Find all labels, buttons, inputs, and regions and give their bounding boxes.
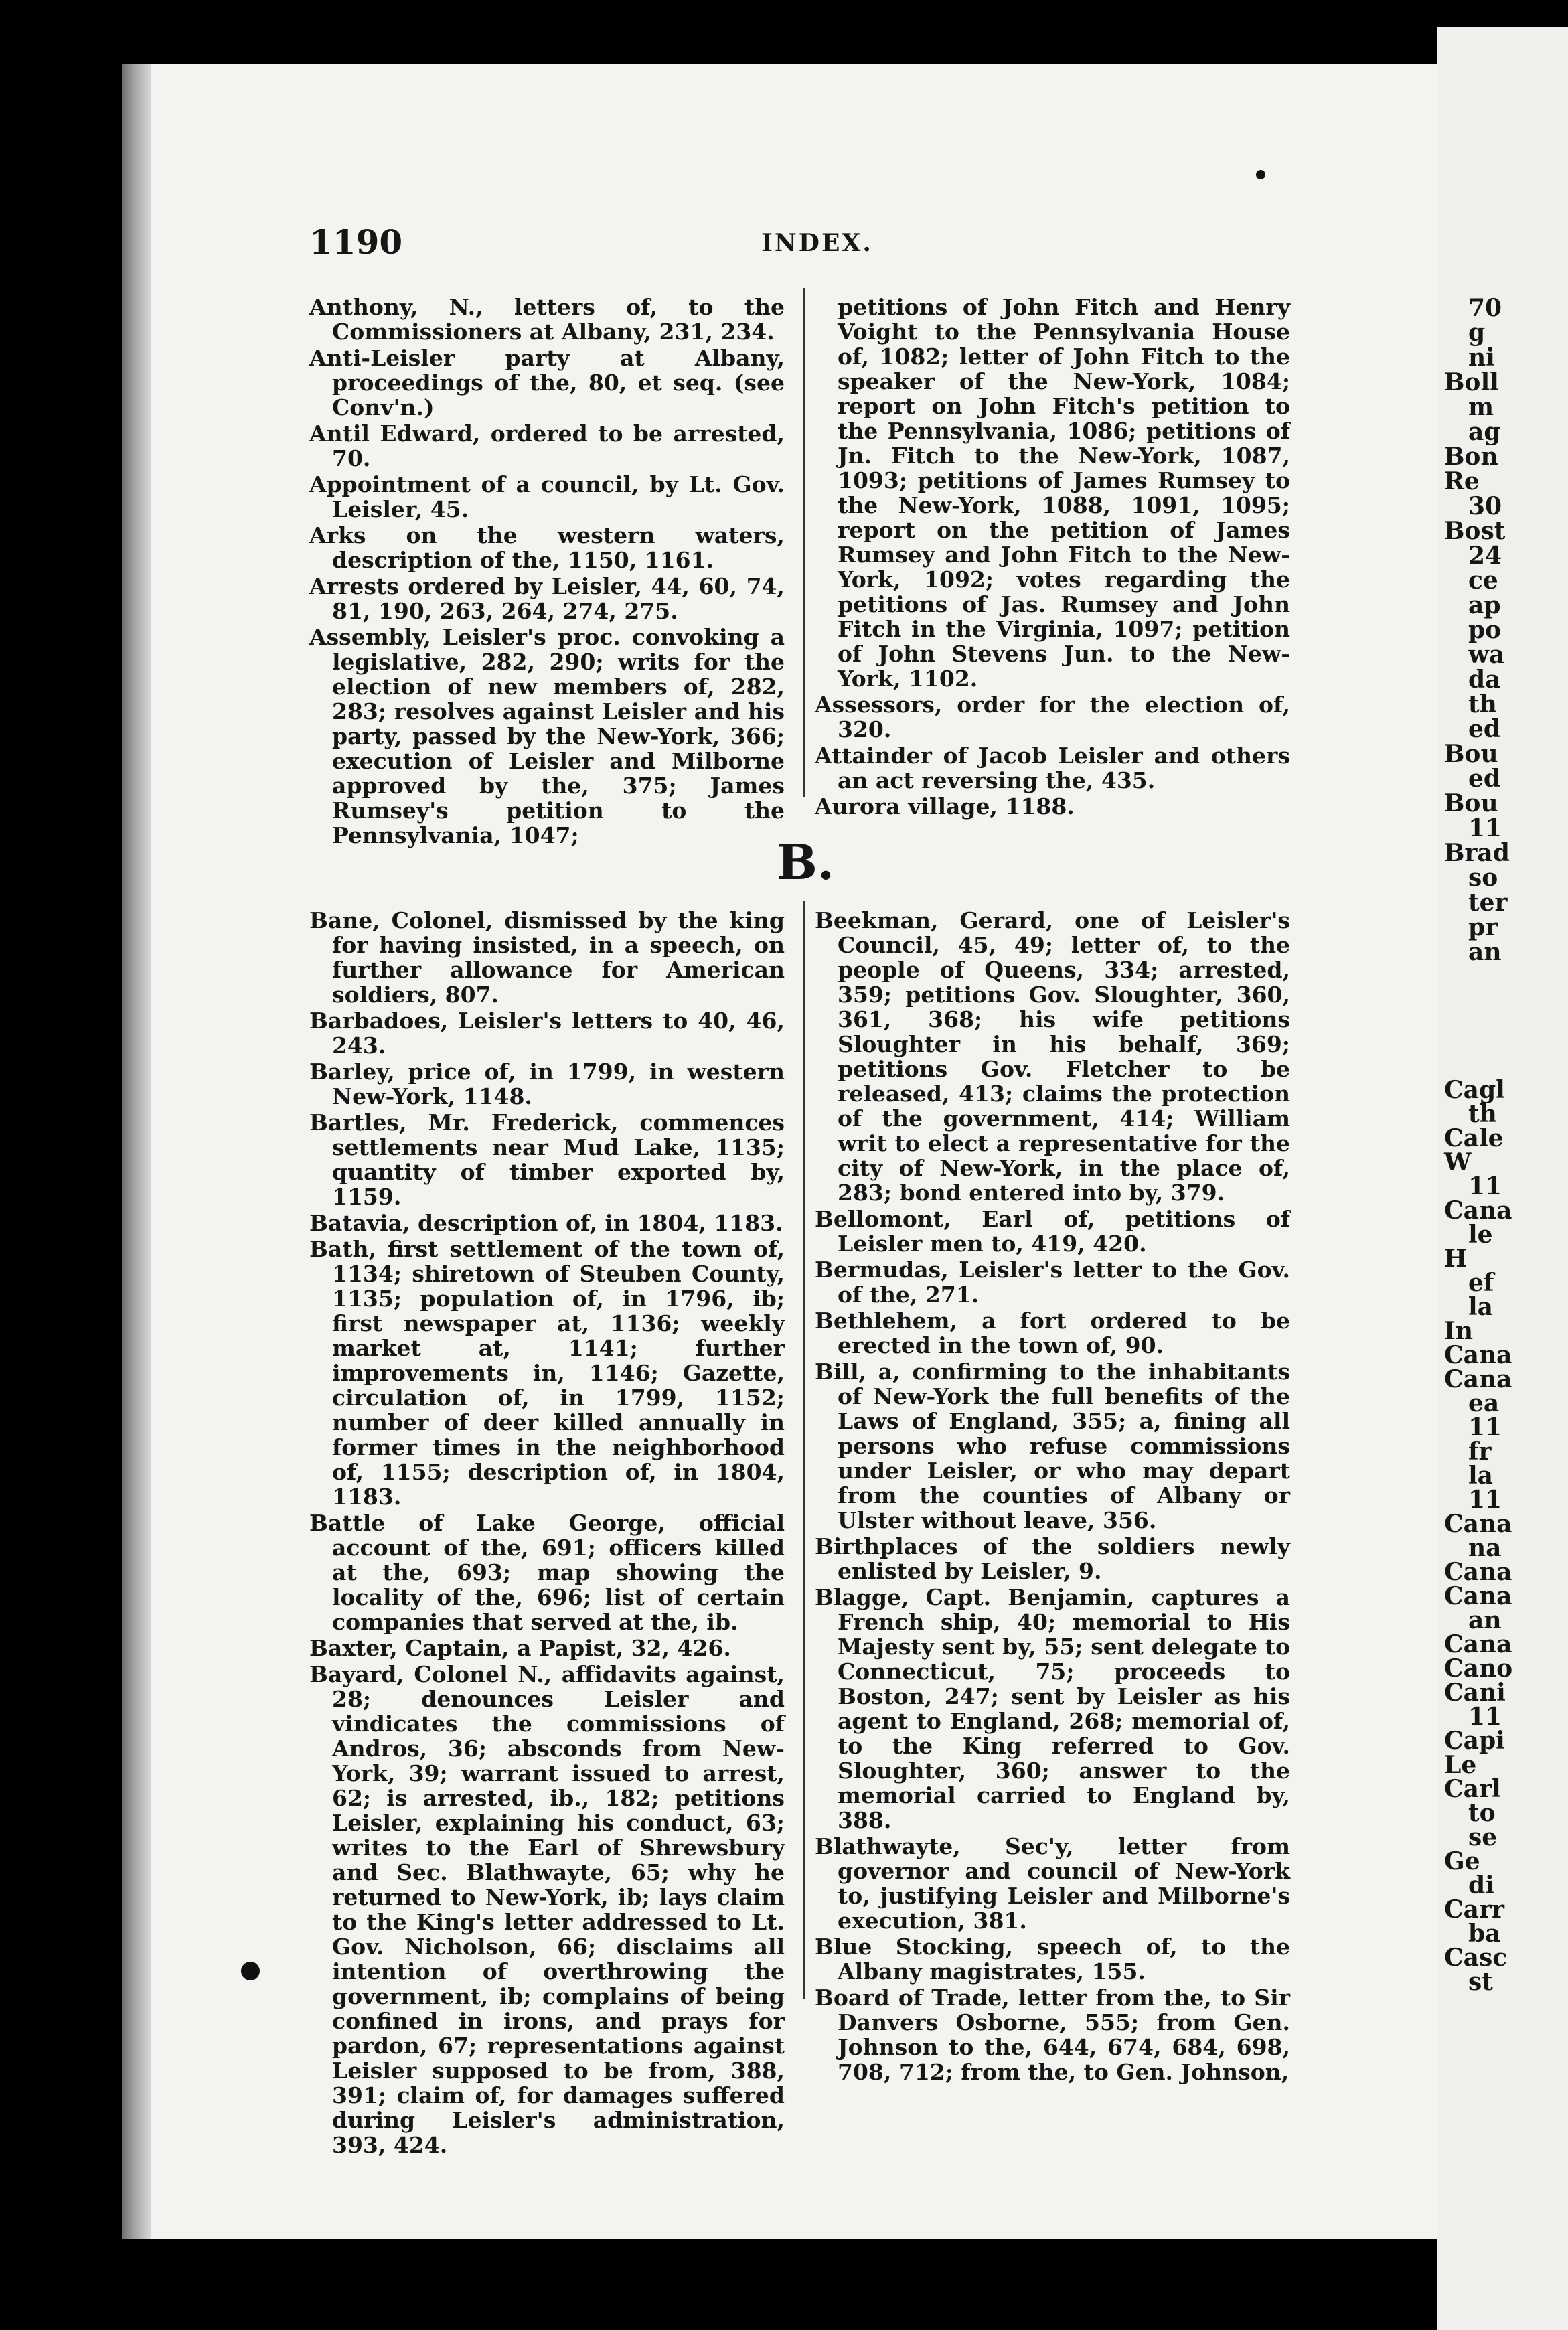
adjacent-page-fragment: In — [1444, 1317, 1474, 1345]
adjacent-page-fragment: 11 — [1468, 1703, 1502, 1731]
adjacent-page-fragment: Cagl — [1444, 1076, 1505, 1104]
adjacent-page-fragment: se — [1468, 1823, 1498, 1851]
index-entry: Anthony, N., letters of, to the Commissioners at Albany, 231, 234. — [309, 294, 785, 345]
adjacent-page-fragment: ed — [1468, 765, 1501, 793]
index-column-left-a — [309, 295, 785, 849]
adjacent-page-fragment: Boll — [1444, 368, 1499, 396]
adjacent-page-fragment: Le — [1444, 1751, 1477, 1779]
index-entry: Beekman, Gerard, one of Leisler's Council, 45, 49; letter of, to the people of Queens, 334; arrested, 359; petitions Gov. Sloughter, 360, 361, 368; his wife petitions Sloughter in his behalf, 369; petitions Gov. Fletcher to be released, 413; claims the protection of the government, 414; William writ to elect a representative for the city of New-York, in the place of, 283; bond entered into by, 379. — [815, 907, 1290, 1206]
adjacent-page-fragment: an — [1468, 1606, 1502, 1634]
adjacent-page-fragment: an — [1468, 938, 1502, 966]
adjacent-page-fragment: H — [1444, 1245, 1468, 1273]
adjacent-page-fragment: ed — [1468, 715, 1501, 743]
adjacent-page-fragment: ap — [1468, 591, 1501, 619]
index-entry: Baxter, Captain, a Papist, 32, 426. — [309, 1635, 731, 1661]
adjacent-page-fragment: th — [1468, 690, 1497, 718]
page-gutter-shadow — [122, 64, 151, 2239]
index-entry: Barley, price of, in 1799, in western New-York, 1148. — [309, 1059, 785, 1109]
index-entry: Blagge, Capt. Benjamin, captures a French ship, 40; memorial to His Majesty sent by, 55; sent delegate to Connecticut, 75; proceeds to Boston, 247; sent by Leisler as his agent to England, 268; memorial of, to the King referred to Gov. Sloughter, 360; answer to the memorial carried to England by, 388. — [815, 1584, 1290, 1833]
adjacent-page-fragment: ag — [1468, 418, 1501, 446]
index-column-right-a — [815, 295, 1290, 820]
running-head: INDEX. — [761, 229, 873, 257]
adjacent-page-fragment: ea — [1468, 1389, 1500, 1417]
index-entry-continuation: petitions of John Fitch and Henry Voight to the Pennsylvania House of, 1082; letter of John Fitch to the speaker of the New-York, 1084; report on John Fitch's petition to the Pennsylvania, 1086; petitions of Jn. Fitch to the New-York, 1087, 1093; petitions of James Rumsey to the New-York, 1088, 1091, 1095; report on the petition of James Rumsey and John Fitch to the New-York, 1092; votes regarding the petitions of Jas. Rumsey and John Fitch in the Virginia, 1097; petition of John Stevens Jun. to the New-York, 1102. — [838, 294, 1290, 692]
adjacent-page-fragment: ter — [1468, 888, 1508, 917]
adjacent-page-fragment: Capi — [1444, 1727, 1505, 1755]
adjacent-page-fragment: la — [1468, 1293, 1494, 1321]
adjacent-page-fragment: Cano — [1444, 1654, 1513, 1683]
index-entry: Assembly, Leisler's proc. convoking a legislative, 282, 290; writs for the election of new members of, 282, 283; resolves against Leisler and his party, passed by the New-York, 366; execution of Leisler and Milborne approved by the, 375; James Rumsey's petition to the Pennsylvania, 1047; — [309, 624, 785, 848]
adjacent-page-fragment: so — [1468, 864, 1498, 892]
index-entry: Assessors, order for the election of, 320. — [815, 692, 1290, 743]
adjacent-page-fragment: ef — [1468, 1269, 1494, 1297]
adjacent-page-fragment: wa — [1468, 641, 1505, 669]
adjacent-page-fragment: ba — [1468, 1920, 1501, 1948]
adjacent-page-fragment: ni — [1468, 343, 1495, 372]
index-entry: Anti-Leisler party at Albany, proceedings of the, 80, et seq. (see Conv'n.) — [309, 345, 785, 420]
adjacent-page-fragment: th — [1468, 1100, 1497, 1128]
adjacent-page-fragment: fr — [1468, 1438, 1492, 1466]
adjacent-page-fragment: na — [1468, 1534, 1502, 1562]
adjacent-page-fragment: Brad — [1444, 839, 1510, 867]
index-entry: Board of Trade, letter from the, to Sir Danvers Osborne, 555; from Gen. Johnson to the, 644, 674, 684, 698, 708, 712; from the, to Gen. Johnson, — [815, 1985, 1290, 2085]
adjacent-page-fragment: da — [1468, 666, 1501, 694]
adjacent-page-fragment: ce — [1468, 566, 1498, 595]
column-rule — [803, 901, 805, 1999]
index-entry: Bane, Colonel, dismissed by the king for having insisted, in a speech, on further allowance for American soldiers, 807. — [309, 907, 785, 1008]
index-entry: Bill, a, confirming to the inhabitants of New-York the full benefits of the Laws of England, 355; a, fining all persons who refuse commissions under Leisler, or who may depart from the counties of Albany or Ulster without leave, 356. — [815, 1358, 1290, 1533]
adjacent-page-fragment: Bost — [1444, 517, 1506, 545]
adjacent-page-fragment: la — [1468, 1462, 1494, 1490]
adjacent-page-fragment: le — [1468, 1221, 1493, 1249]
adjacent-page-fragment: m — [1468, 393, 1494, 421]
adjacent-page-fragment: Cana — [1444, 1558, 1512, 1586]
index-entry: Bermudas, Leisler's letter to the Gov. of the, 271. — [815, 1257, 1290, 1308]
index-entry: Blathwayte, Sec'y, letter from governor and council of New-York to, justifying Leisler and Milborne's execution, 381. — [815, 1833, 1290, 1934]
adjacent-page-fragment: Cana — [1444, 1510, 1512, 1538]
adjacent-page-fragment: Bou — [1444, 789, 1498, 818]
adjacent-page-fragment: Cana — [1444, 1196, 1512, 1225]
index-entry: Attainder of Jacob Leisler and others an act reversing the, 435. — [815, 743, 1290, 793]
adjacent-page-fragment: di — [1468, 1871, 1494, 1899]
index-entry: Batavia, description of, in 1804, 1183. — [309, 1210, 783, 1236]
section-letter: B. — [777, 834, 834, 890]
index-entry: Bellomont, Earl of, petitions of Leisler men to, 419, 420. — [815, 1206, 1290, 1257]
index-entry: Aurora village, 1188. — [815, 793, 1075, 820]
adjacent-page-fragment: Carr — [1444, 1895, 1504, 1924]
adjacent-page-fragment: 70 — [1468, 294, 1502, 322]
index-entry: Battle of Lake George, official account of the, 691; officers killed at the, 693; map showing the locality of the, 696; list of certain companies that served at the, ib. — [309, 1510, 785, 1635]
adjacent-page-fragment: Ge — [1444, 1847, 1480, 1875]
adjacent-page-fragment: 11 — [1468, 814, 1502, 842]
page-number: 1190 — [309, 222, 403, 262]
adjacent-page-fragment: Carl — [1444, 1775, 1501, 1803]
column-rule — [803, 288, 805, 797]
index-entry: Bath, first settlement of the town of, 1134; shiretown of Steuben County, 1135; population of, in 1796, ib; first newspaper at, 1136; weekly market at, 1141; further improvements in, 1146; Gazette, circulation of, in 1799, 1152; number of deer killed annually in former times in the neighborhood of, 1155; description of, in 1804, 1183. — [309, 1236, 785, 1510]
adjacent-page-fragment: Cale — [1444, 1124, 1504, 1152]
ink-blot — [241, 1962, 260, 1980]
index-entry: Blue Stocking, speech of, to the Albany magistrates, 155. — [815, 1934, 1290, 1985]
adjacent-page-fragment: 24 — [1468, 542, 1502, 570]
index-entry: Arrests ordered by Leisler, 44, 60, 74, 81, 190, 263, 264, 274, 275. — [309, 573, 785, 624]
adjacent-page-fragment: Cana — [1444, 1630, 1512, 1658]
adjacent-page-fragment: Casc — [1444, 1944, 1508, 1972]
index-entry: Barbadoes, Leisler's letters to 40, 46, 243. — [309, 1008, 785, 1059]
adjacent-page-fragment: to — [1468, 1799, 1496, 1827]
index-entry: Birthplaces of the soldiers newly enlisted by Leisler, 9. — [815, 1533, 1290, 1584]
adjacent-page-fragment: 11 — [1468, 1486, 1502, 1514]
index-column-left-b — [309, 908, 785, 2159]
index-entry: Bayard, Colonel N., affidavits against, 28; denounces Leisler and vindicates the commissions of Andros, 36; absconds from New-York, 39; warrant issued to arrest, 62; is arrested, ib., 182; petitions Leisler, explaining his conduct, 63; writes to the Earl of Shrewsbury and Sec. Blathwayte, 65; why he returned to New-York, ib; lays claim to the King's letter addressed to Lt. Gov. Nicholson, 66; disclaims all intention of overthrowing the government, ib; complains of being confined in irons, and prays for pardon, 67; representations against Leisler supposed to be from, 388, 391; claim of, for damages suffered during Leisler's administration, 393, 424. — [309, 1661, 785, 2158]
adjacent-page-fragment: Cana — [1444, 1365, 1512, 1393]
adjacent-page-fragment: 11 — [1468, 1172, 1502, 1200]
index-entry: Antil Edward, ordered to be arrested, 70. — [309, 420, 785, 471]
adjacent-page-fragment: g — [1468, 319, 1486, 347]
ink-dot — [1256, 170, 1265, 179]
index-entry: Arks on the western waters, description of the, 1150, 1161. — [309, 522, 785, 573]
adjacent-page-fragment: 30 — [1468, 492, 1502, 520]
index-entry: Appointment of a council, by Lt. Gov. Leisler, 45. — [309, 471, 785, 522]
index-column-right-b — [815, 908, 1290, 2086]
adjacent-page-fragment: Re — [1444, 467, 1480, 495]
adjacent-page-fragment: 11 — [1468, 1413, 1502, 1442]
adjacent-page-fragment: Cana — [1444, 1341, 1512, 1369]
adjacent-page-fragment: Bon — [1444, 443, 1498, 471]
adjacent-page-fragment: Cana — [1444, 1582, 1512, 1610]
adjacent-page-fragment: pr — [1468, 913, 1498, 941]
adjacent-page-fragment: st — [1468, 1968, 1493, 1996]
adjacent-page-fragment: po — [1468, 616, 1502, 644]
page-header — [309, 222, 1300, 262]
adjacent-page-fragment: W — [1444, 1148, 1472, 1176]
adjacent-page-fragment: Cani — [1444, 1679, 1506, 1707]
adjacent-page-edge — [1437, 27, 1568, 2330]
adjacent-page-fragment: Bou — [1444, 740, 1498, 768]
index-entry: Bartles, Mr. Frederick, commences settlements near Mud Lake, 1135; quantity of timber exported by, 1159. — [309, 1109, 785, 1210]
index-entry: Bethlehem, a fort ordered to be erected in the town of, 90. — [815, 1308, 1290, 1358]
